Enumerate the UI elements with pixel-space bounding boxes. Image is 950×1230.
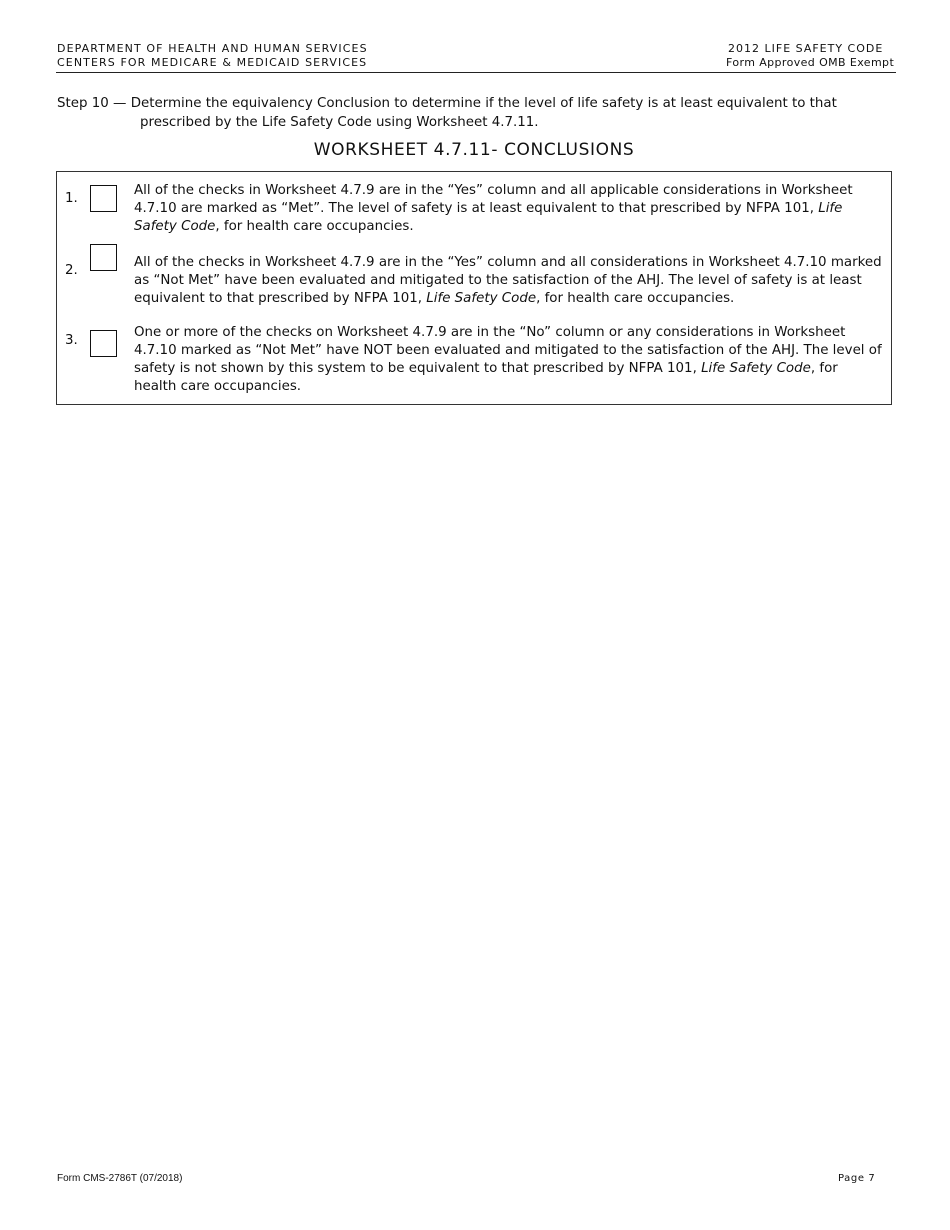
item-number: 3. <box>65 333 78 348</box>
text-part: , for health care occupancies. <box>134 361 838 394</box>
conclusion-checkbox-3[interactable] <box>90 330 117 357</box>
agency-header <box>57 42 368 70</box>
text-part: , for health care occupancies. <box>215 219 414 234</box>
step-instruction <box>57 94 897 132</box>
conclusion-checkbox-1[interactable] <box>90 185 117 212</box>
omb-status: Form Approved OMB Exempt <box>726 56 895 69</box>
text-part: All of the checks in Worksheet 4.7.9 are in the “Yes” column and all considerations in Worksheet 4.7.10 marked as “Not Met” have been evaluated and mitigated to the satisfaction of the AHJ. The level of safety is at least equivalent to that prescribed by NFPA 101, <box>134 255 882 306</box>
step-line-2: prescribed by the Life Safety Code using Worksheet 4.7.11. <box>140 115 539 130</box>
form-header <box>726 42 894 70</box>
worksheet-title: WORKSHEET 4.7.11- CONCLUSIONS <box>313 140 635 160</box>
agency-line-2: CENTERS FOR MEDICARE & MEDICAID SERVICES <box>57 56 368 69</box>
agency-line-1: DEPARTMENT OF HEALTH AND HUMAN SERVICES <box>57 42 368 55</box>
step-line-1: Step 10 — Determine the equivalency Conclusion to determine if the level of life safety is at least equivalent to that <box>57 96 837 111</box>
item-number: 2. <box>65 263 78 278</box>
conclusion-text-2 <box>134 254 884 308</box>
text-part: One or more of the checks on Worksheet 4.7.9 are in the “No” column or any considerations in Worksheet 4.7.10 marked as “Not Met” have NOT been evaluated and mitigated to the satisfaction of the AHJ. The level of safety is not shown by this system to be equivalent to that prescribed by NFPA 101, <box>134 325 882 376</box>
page-number: Page 7 <box>838 1173 876 1184</box>
worksheet-box <box>56 171 892 405</box>
conclusion-text-3 <box>134 324 884 396</box>
conclusion-text-1 <box>134 182 884 236</box>
text-italic: Life Safety Code <box>134 201 843 234</box>
text-part: All of the checks in Worksheet 4.7.9 are in the “Yes” column and all applicable considerations in Worksheet 4.7.10 are marked as “Met”. The level of safety is at least equivalent to that prescribed by NFPA 101, <box>134 183 853 216</box>
text-part: , for health care occupancies. <box>536 291 735 306</box>
code-edition: 2012 LIFE SAFETY CODE <box>728 42 884 55</box>
form-id: Form CMS-2786T (07/2018) <box>57 1173 183 1184</box>
header-divider <box>56 72 896 73</box>
conclusion-checkbox-2[interactable] <box>90 244 117 271</box>
text-italic: Life Safety Code <box>426 291 537 306</box>
text-italic: Life Safety Code <box>701 361 811 376</box>
item-number: 1. <box>65 191 78 206</box>
